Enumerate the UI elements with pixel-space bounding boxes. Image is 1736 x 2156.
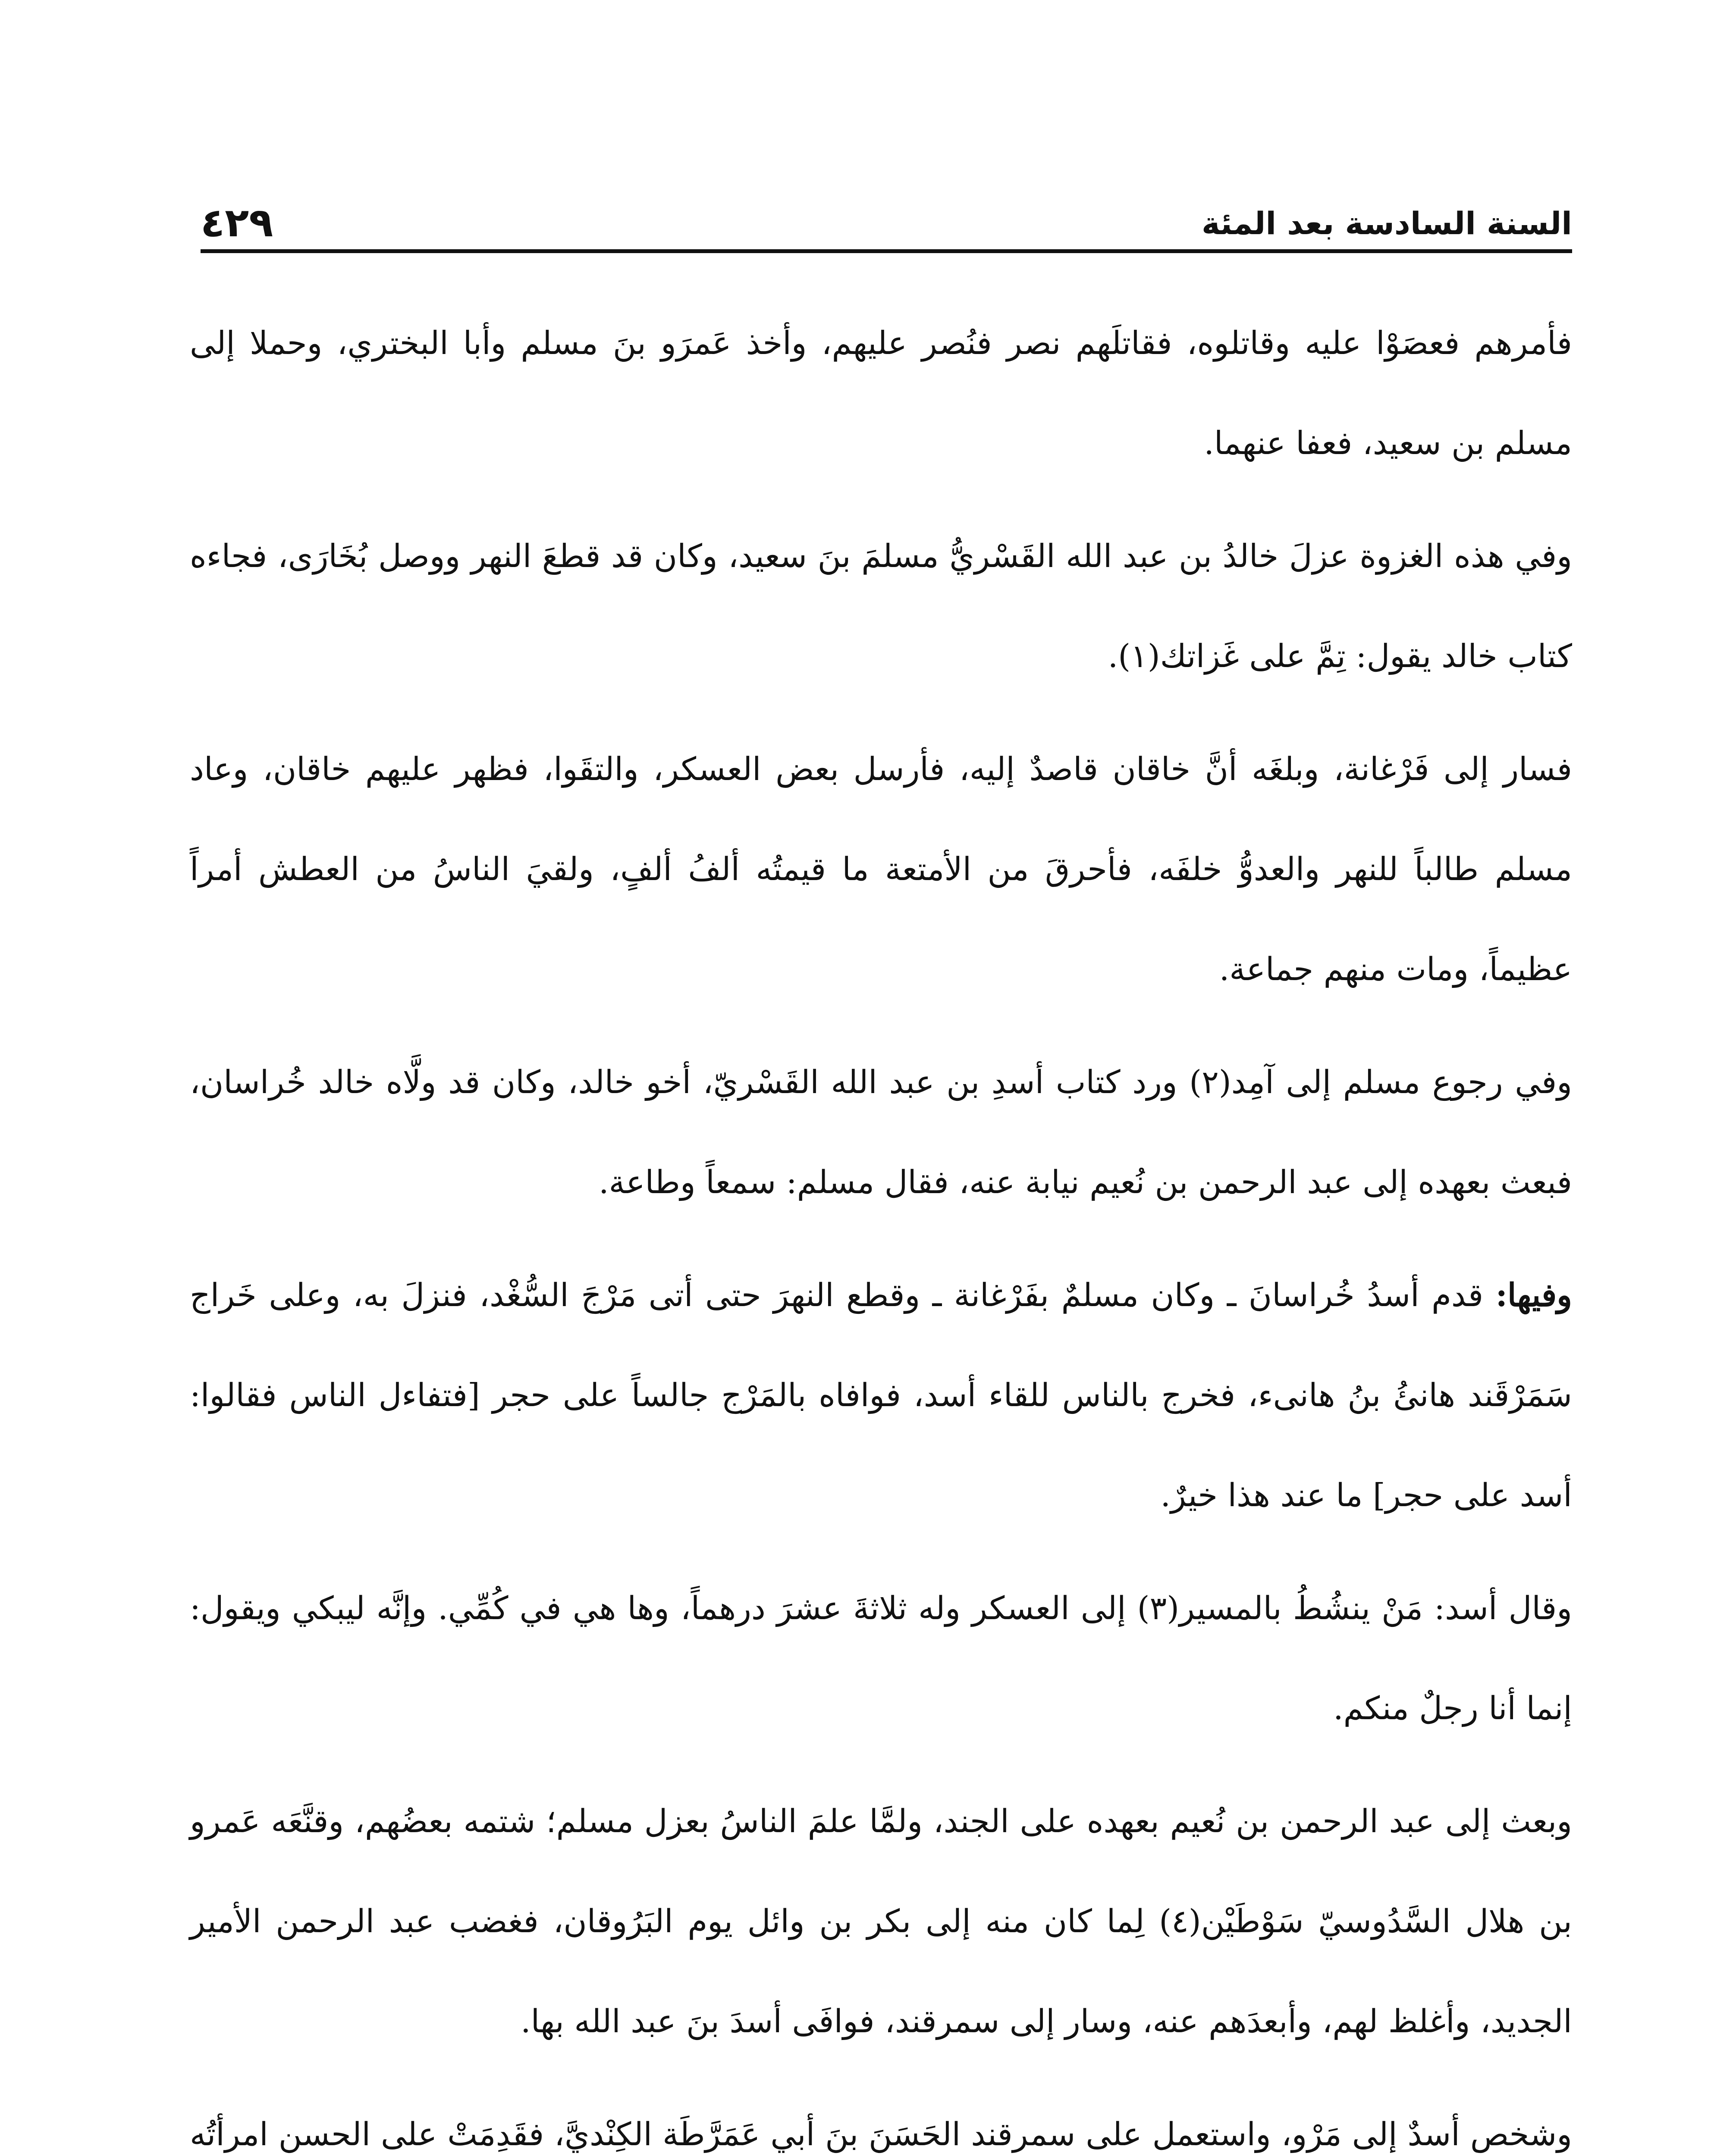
paragraph-text: قدم أسدُ خُراسانَ ـ وكان مسلمٌ بفَرْغانة ـ وقطع النهرَ حتى أتى مَرْجَ السُّغْد، فنزلَ به، وعلى خَراج سَمَرْقَند هانئُ بنُ هانىء، فخرج بالناس للقاء أسد، فوافاه بالمَرْج جالساً على حجر [فتفاءل الناس فقالوا: أسد على حجر] ما عند هذا خيرٌ. bbox=[190, 1277, 1572, 1514]
paragraph bbox=[190, 1245, 1572, 1545]
paragraph-text: فأمرهم فعصَوْا عليه وقاتلوه، فقاتلَهم نصر فنُصر عليهم، وأخذ عَمرَو بنَ مسلم وأبا البختري، وحملا إلى مسلم بن سعيد، فعفا عنهما. bbox=[190, 325, 1572, 462]
paragraph-text: وفي رجوع مسلم إلى آمِد(٢) ورد كتاب أسدِ بن عبد الله القَسْريّ، أخو خالد، وكان قد ولَّاه خالد خُراسان، فبعث بعهده إلى عبد الرحمن بن نُعيم نيابة عنه، فقال مسلم: سمعاً وطاعة. bbox=[190, 1064, 1572, 1201]
running-title: السنة السادسة بعد المئة bbox=[1202, 205, 1572, 241]
paragraph bbox=[190, 1558, 1572, 1758]
paragraph-lead: وفيها: bbox=[1495, 1277, 1572, 1314]
page-header bbox=[201, 172, 1572, 250]
main-text bbox=[190, 293, 1572, 2156]
paragraph-text: وشخص أسدٌ إلى مَرْو، واستعمل على سمرقند الحَسَنَ بنَ أبي عَمَرَّطَة الكِنْديَّ، فقَدِمَتْ على الحسن امرأتُه bbox=[190, 2116, 1572, 2153]
paragraph bbox=[190, 2084, 1572, 2156]
paragraph-text: وبعث إلى عبد الرحمن بن نُعيم بعهده على الجند، ولمَّا علمَ الناسُ بعزل مسلم؛ شتمه بعضُهم، وقنَّعَه عَمرو بن هلال السَّدُوسيّ سَوْطَيْن(٤) لِما كان منه إلى بكر بن وائل يوم البَرُوقان، فغضب عبد الرحمن الأمير الجديد، وأغلظ لهم، وأبعدَهم عنه، وسار إلى سمرقند، فوافَى أسدَ بنَ عبد الله بها. bbox=[190, 1803, 1572, 2040]
paragraph bbox=[190, 506, 1572, 706]
paragraph bbox=[190, 719, 1572, 1019]
paragraph bbox=[190, 1032, 1572, 1232]
paragraph bbox=[190, 293, 1572, 493]
paragraph bbox=[190, 1771, 1572, 2071]
page-number: ٤٢٩ bbox=[201, 200, 273, 246]
paragraph-text: فسار إلى فَرْغانة، وبلغَه أنَّ خاقان قاصدٌ إليه، فأرسل بعض العسكر، والتقَوا، فظهر عليهم خاقان، وعاد مسلم طالباً للنهر والعدوُّ خلفَه، فأحرقَ من الأمتعة ما قيمتُه ألفُ ألفٍ، ولقيَ الناسُ من العطش أمراً عظيماً، ومات منهم جماعة. bbox=[190, 751, 1572, 988]
paragraph-text: وقال أسد: مَنْ ينشُطُ بالمسير(٣) إلى العسكر وله ثلاثةَ عشرَ درهماً، وها هي في كُمِّي. وإنَّه ليبكي ويقول: إنما أنا رجلٌ منكم. bbox=[190, 1590, 1572, 1727]
header-rule bbox=[201, 249, 1572, 253]
paragraph-text: وفي هذه الغزوة عزلَ خالدُ بن عبد الله القَسْريُّ مسلمَ بنَ سعيد، وكان قد قطعَ النهر ووصل بُخَارَى، فجاءه كتاب خالد يقول: تِمَّ على غَزاتك(١). bbox=[190, 538, 1572, 675]
